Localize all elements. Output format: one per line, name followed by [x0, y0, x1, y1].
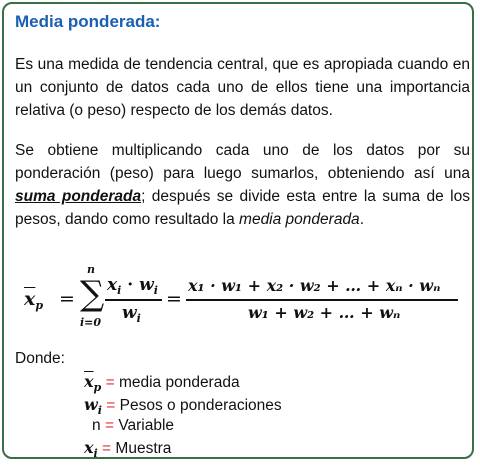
sum-lower-limit: i=0	[80, 316, 102, 329]
formula-equals-1: =	[59, 288, 75, 310]
den1-w: w	[122, 303, 137, 323]
formula-lhs	[24, 288, 43, 312]
num1-x: x	[107, 275, 118, 295]
legend-symbol	[84, 438, 98, 460]
den1-w-sub: i	[136, 312, 141, 325]
legend-text: Pesos o ponderaciones	[119, 397, 282, 414]
card-title: Media ponderada:	[15, 12, 161, 31]
num1-w: w	[139, 275, 154, 295]
legend-row-xi	[84, 438, 171, 460]
legend-row-wi	[84, 395, 282, 417]
legend-symbol-sub: i	[93, 447, 98, 460]
legend-text: Muestra	[115, 440, 172, 457]
fraction1-numerator	[107, 275, 158, 297]
sum-upper-limit: n	[87, 263, 95, 276]
summation-icon: ∑	[80, 274, 105, 314]
legend-symbol-sub: p	[93, 381, 102, 394]
legend-equals: =	[105, 374, 115, 391]
legend-symbol-sub: i	[97, 404, 102, 417]
fraction1-bar	[105, 299, 162, 301]
fraction2-numerator: x₁ · w₁ + x₂ · w₂ + … + xₙ · wₙ	[188, 276, 441, 295]
legend-row-xp	[84, 372, 240, 394]
num1-w-sub: i	[153, 284, 158, 297]
legend-row-n	[92, 417, 174, 435]
donde-label: Donde:	[15, 350, 65, 367]
legend-symbol-w: w	[84, 395, 98, 414]
legend-symbol	[84, 372, 101, 394]
formula-equals-2: =	[166, 288, 182, 310]
term-media-ponderada: media ponderada	[239, 211, 360, 228]
legend-equals: =	[106, 397, 116, 414]
legend-symbol-x: $\overline{x}$	[84, 372, 94, 391]
legend-symbol-n: n	[92, 417, 101, 434]
formula-lhs-sub: p	[35, 299, 44, 312]
procedure-text-3: .	[359, 211, 364, 228]
fraction1-denominator	[122, 303, 141, 325]
definition-paragraph: Es una medida de tendencia central, que es apropiada cuando en un conjunto de datos cada uno de ellos tiene una importancia relativa (o peso) respecto de los demás datos.	[15, 56, 470, 119]
legend-equals: =	[102, 440, 112, 457]
legend-text: Variable	[118, 417, 175, 434]
definition-card	[2, 2, 474, 459]
num1-dot: ·	[127, 275, 134, 295]
num1-x-sub: i	[117, 284, 122, 297]
legend-symbol-x: x	[84, 438, 94, 457]
procedure-paragraph	[15, 139, 470, 231]
fraction2-bar	[186, 299, 458, 301]
fraction2-denominator: w₁ + w₂ + … + wₙ	[248, 303, 401, 322]
weighted-mean-formula	[4, 254, 480, 344]
legend-symbol	[84, 395, 102, 417]
procedure-text-1: Se obtiene multiplicando cada uno de los datos por su ponderación (peso) para luego sumarlos, obteniendo así una	[15, 142, 470, 182]
formula-lhs-x: $\overline{x}$	[24, 288, 36, 310]
legend-text: media ponderada	[118, 374, 240, 391]
legend-equals: =	[104, 417, 114, 434]
term-suma-ponderada: suma ponderada	[15, 188, 142, 205]
procedure-text-2: ; después se divide esta entre la suma de los pesos, dando como resultado la	[15, 188, 470, 228]
